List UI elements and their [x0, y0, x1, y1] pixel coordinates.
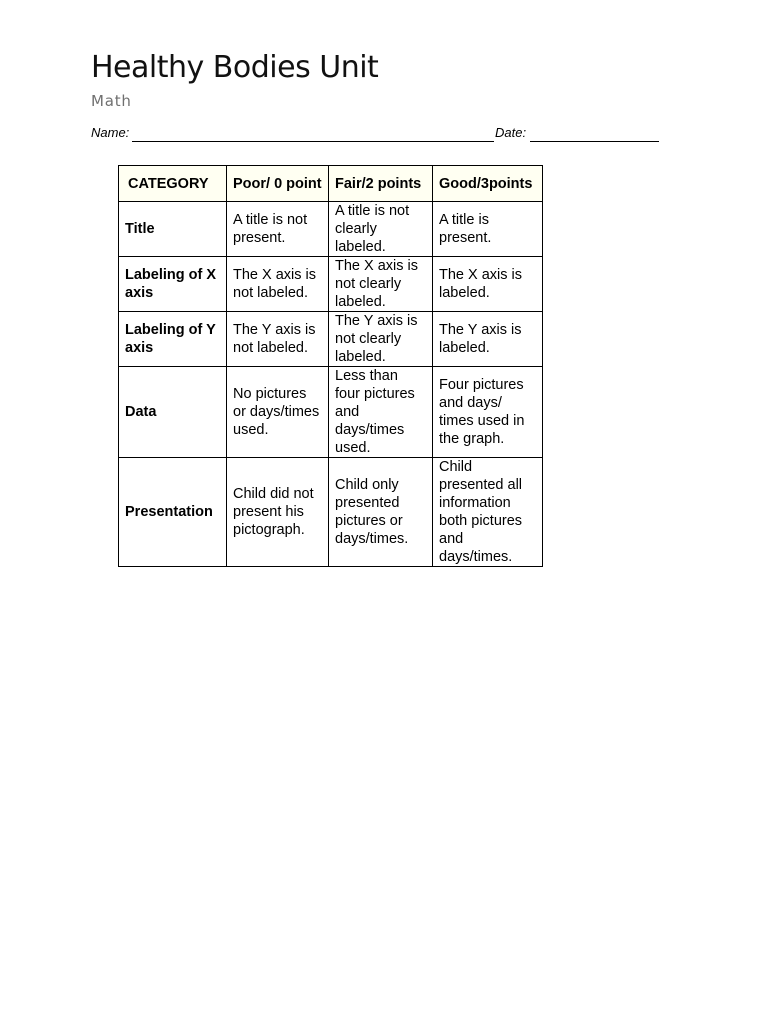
good-cell: Four pictures and days/ times used in the graph.	[433, 367, 543, 458]
name-label: Name:	[91, 125, 130, 140]
table-row	[119, 458, 543, 567]
name-blank	[132, 141, 494, 142]
column-header: Good/3points	[433, 166, 543, 202]
fair-cell: Less than four pictures and days/times used.	[329, 367, 433, 458]
poor-cell: A title is not present.	[227, 202, 329, 257]
good-cell: A title is present.	[433, 202, 543, 257]
table-row	[119, 367, 543, 458]
table-row	[119, 312, 543, 367]
date-label: Date:	[495, 125, 527, 140]
poor-cell: Child did not present his pictograph.	[227, 458, 329, 567]
row-category: Title	[119, 202, 227, 257]
row-category: Presentation	[119, 458, 227, 567]
poor-cell: The X axis is not labeled.	[227, 257, 329, 312]
row-category: Labeling of Y axis	[119, 312, 227, 367]
fair-cell: Child only presented pictures or days/times.	[329, 458, 433, 567]
poor-cell: The Y axis is not labeled.	[227, 312, 329, 367]
poor-cell: No pictures or days/times used.	[227, 367, 329, 458]
column-header: CATEGORY	[119, 166, 227, 202]
good-cell: Child presented all information both pictures and days/times.	[433, 458, 543, 567]
column-header: Fair/2 points	[329, 166, 433, 202]
fair-cell: A title is not clearly labeled.	[329, 202, 433, 257]
column-header: Poor/ 0 point	[227, 166, 329, 202]
name-date-line	[91, 124, 661, 144]
row-category: Labeling of X axis	[119, 257, 227, 312]
good-cell: The Y axis is labeled.	[433, 312, 543, 367]
good-cell: The X axis is labeled.	[433, 257, 543, 312]
document-title: Healthy Bodies Unit	[91, 50, 379, 85]
row-category: Data	[119, 367, 227, 458]
rubric-table	[118, 165, 543, 567]
document-subtitle: Math	[91, 92, 132, 110]
table-row	[119, 257, 543, 312]
fair-cell: The X axis is not clearly labeled.	[329, 257, 433, 312]
fair-cell: The Y axis is not clearly labeled.	[329, 312, 433, 367]
table-header-row	[119, 166, 543, 202]
table-row	[119, 202, 543, 257]
date-blank	[530, 141, 659, 142]
